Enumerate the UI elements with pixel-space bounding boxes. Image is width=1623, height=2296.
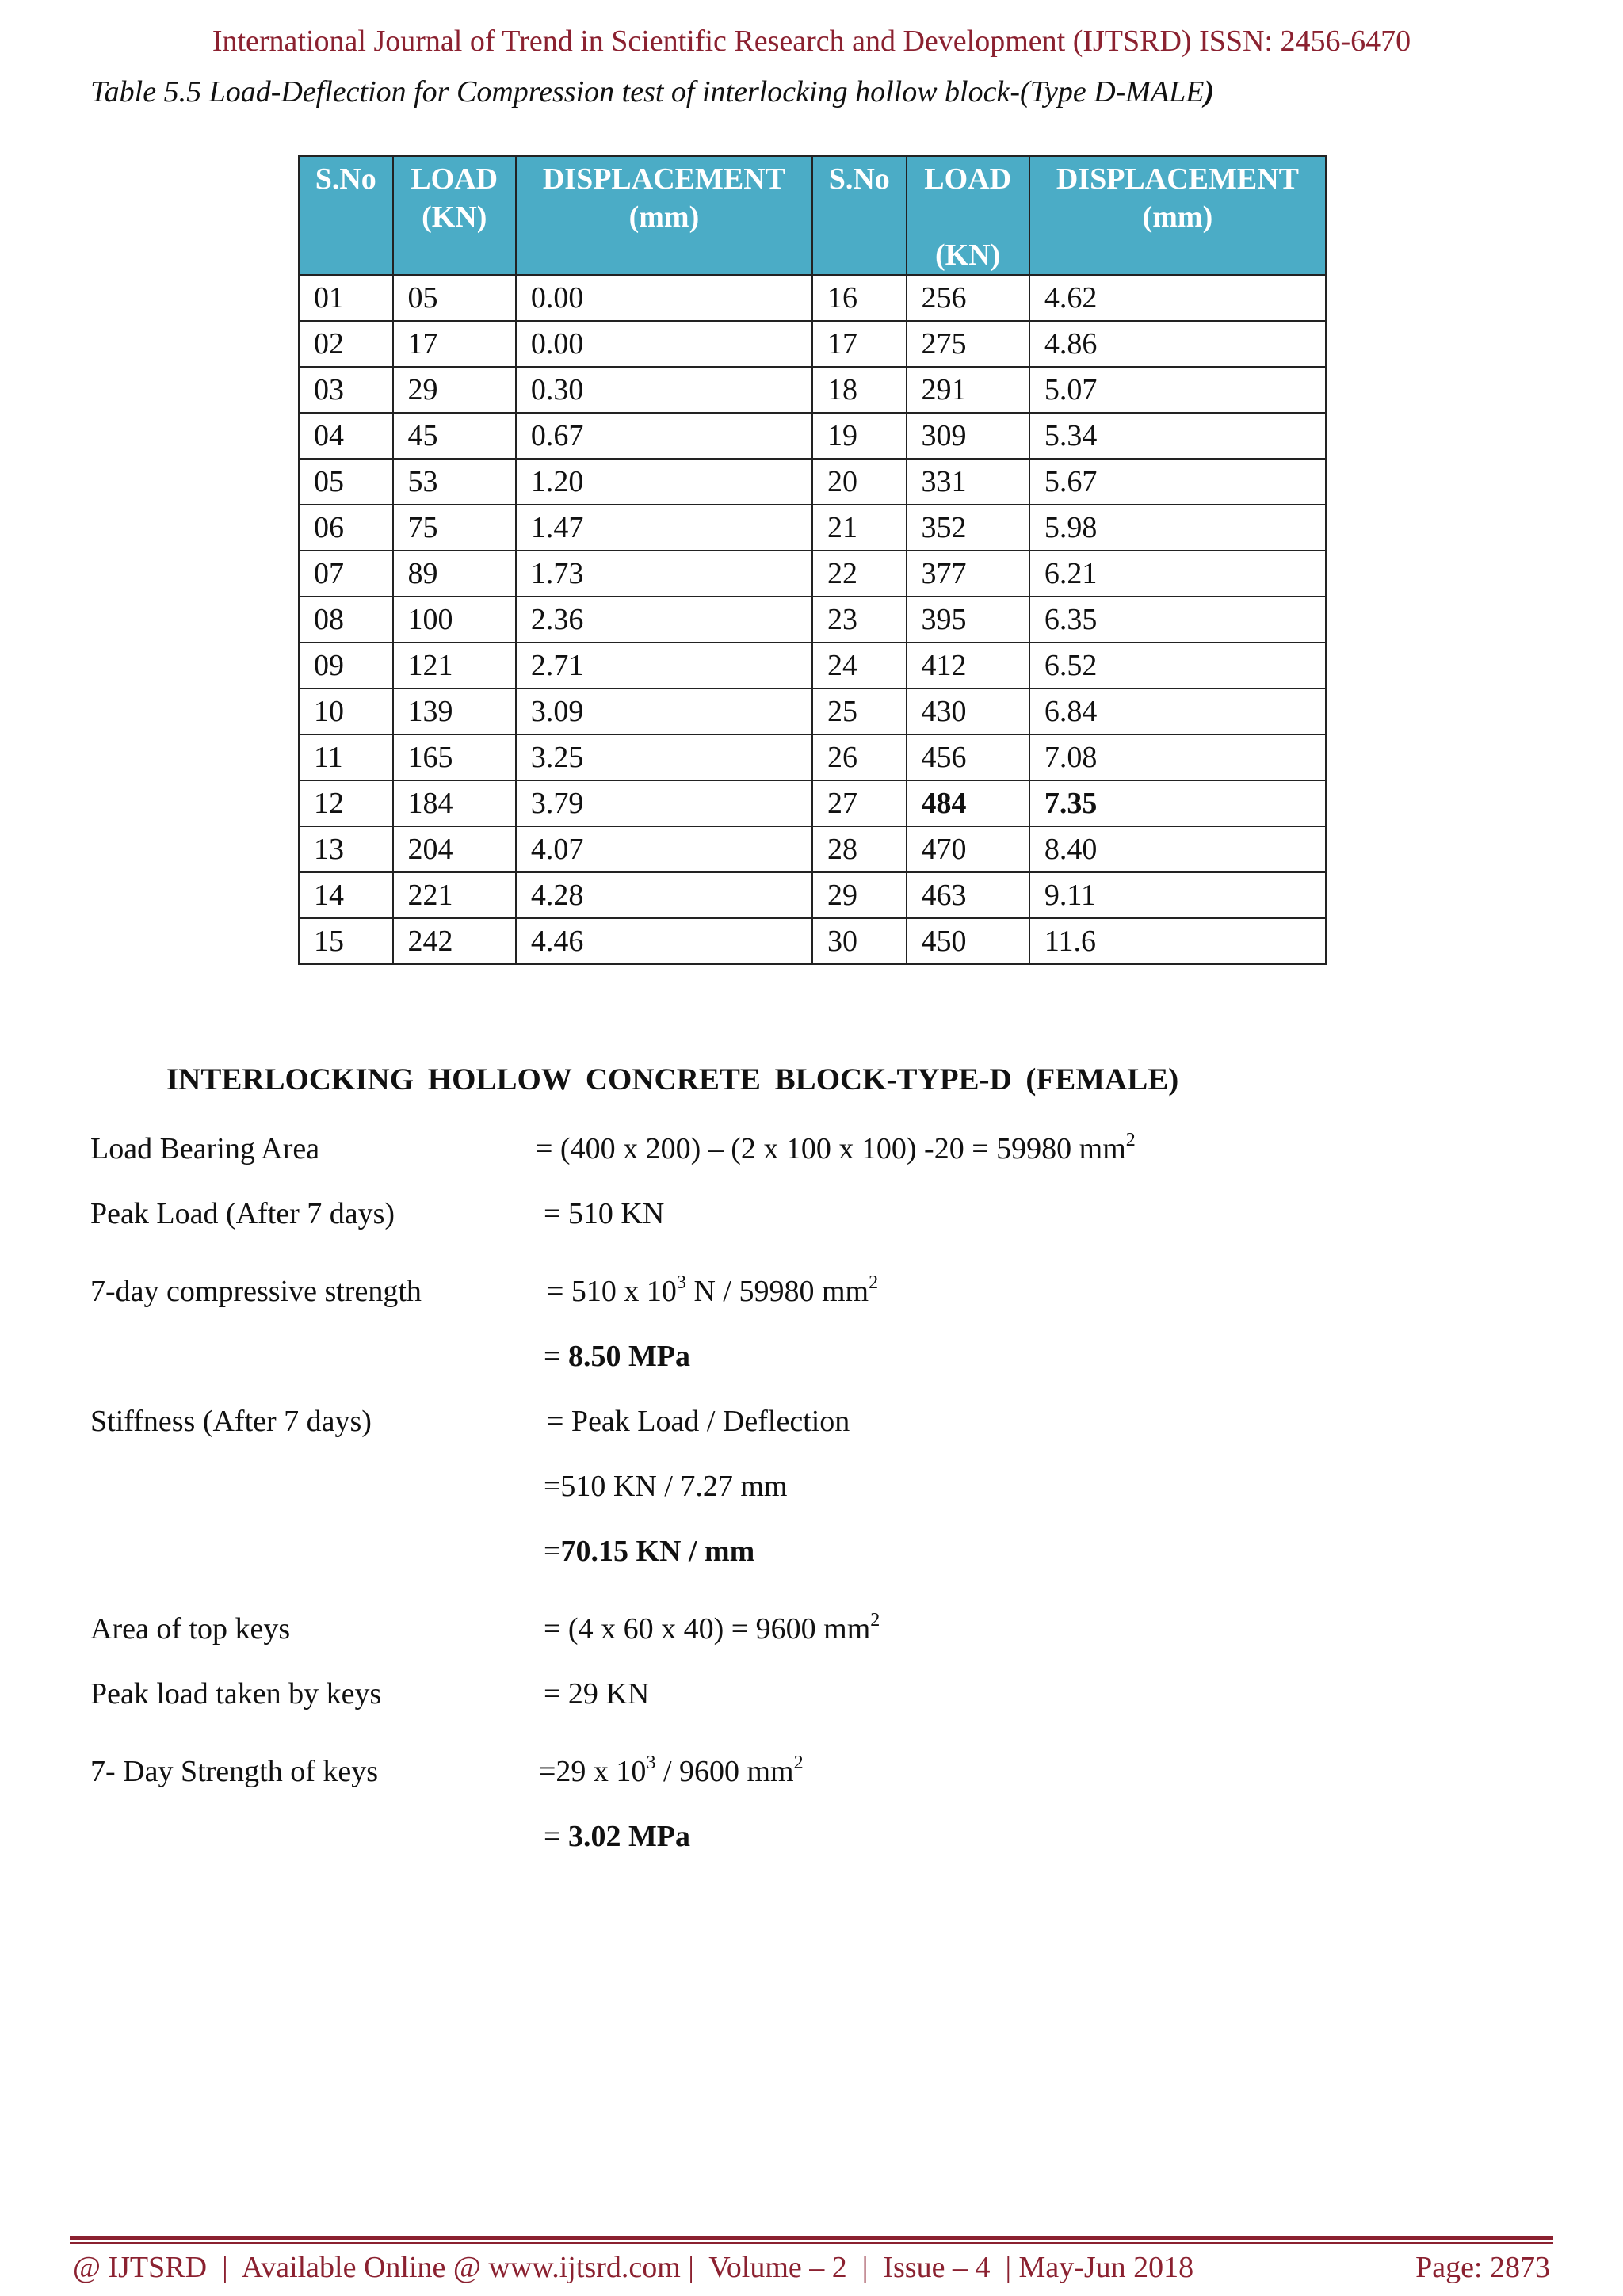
table-cell-l1: 53 xyxy=(393,459,516,505)
table-caption-paren: ) xyxy=(1204,75,1215,109)
table-cell-s2: 21 xyxy=(812,505,907,551)
table-cell-s1: 12 xyxy=(299,780,393,826)
table-cell-s2: 20 xyxy=(812,459,907,505)
table-cell-l1: 45 xyxy=(393,413,516,459)
load-bearing-area-value: = (400 x 200) – (2 x 100 x 100) -20 = 59980 $mm^2$ xyxy=(536,1130,1136,1165)
table-body xyxy=(299,275,1326,964)
table-row xyxy=(299,597,1326,643)
table-cell-s2: 24 xyxy=(812,643,907,688)
table-cell-l1: 75 xyxy=(393,505,516,551)
table-row xyxy=(299,321,1326,367)
table-cell-l2: 450 xyxy=(907,918,1029,964)
table-cell-s1: 05 xyxy=(299,459,393,505)
table-cell-d1: 3.79 xyxy=(516,780,812,826)
table-cell-l2: 456 xyxy=(907,734,1029,780)
table-cell-s2: 22 xyxy=(812,551,907,597)
compressive-strength-label: 7-day compressive strength xyxy=(90,1275,422,1308)
table-cell-d2: 7.35 xyxy=(1029,780,1326,826)
peak-load-label: Peak Load (After 7 days) xyxy=(90,1197,395,1230)
table-cell-l2: 256 xyxy=(907,275,1029,321)
table-cell-d1: 2.71 xyxy=(516,643,812,688)
footer-page-number: Page: 2873 xyxy=(1415,2251,1550,2284)
table-row xyxy=(299,780,1326,826)
table-cell-s1: 11 xyxy=(299,734,393,780)
table-cell-s1: 14 xyxy=(299,872,393,918)
table-row xyxy=(299,918,1326,964)
table-cell-s2: 30 xyxy=(812,918,907,964)
peak-load-keys-value: = 29 KN xyxy=(544,1677,650,1711)
table-cell-d1: 1.20 xyxy=(516,459,812,505)
table-cell-s1: 06 xyxy=(299,505,393,551)
table-cell-s2: 23 xyxy=(812,597,907,643)
table-cell-l1: 05 xyxy=(393,275,516,321)
table-cell-d2: 6.21 xyxy=(1029,551,1326,597)
footer-rule-thick xyxy=(70,2236,1553,2240)
table-cell-d2: 5.67 xyxy=(1029,459,1326,505)
table-cell-d2: 6.35 xyxy=(1029,597,1326,643)
stiffness-result: =70.15 KN / mm xyxy=(544,1535,755,1568)
table-cell-l1: 100 xyxy=(393,597,516,643)
table-cell-l2: 470 xyxy=(907,826,1029,872)
table-cell-l2: 412 xyxy=(907,643,1029,688)
table-cell-l1: 29 xyxy=(393,367,516,413)
table-cell-d2: 8.40 xyxy=(1029,826,1326,872)
load-deflection-table xyxy=(298,155,1327,965)
table-cell-l2: 395 xyxy=(907,597,1029,643)
table-row xyxy=(299,643,1326,688)
table-row xyxy=(299,413,1326,459)
table-cell-d1: 1.47 xyxy=(516,505,812,551)
table-cell-d1: 0.00 xyxy=(516,275,812,321)
table-cell-l2: 430 xyxy=(907,688,1029,734)
compressive-strength-result: = 8.50 MPa xyxy=(544,1340,691,1373)
table-row xyxy=(299,826,1326,872)
header-load-2: LOAD (KN) xyxy=(907,156,1029,275)
table-cell-l2: 331 xyxy=(907,459,1029,505)
table-cell-s1: 01 xyxy=(299,275,393,321)
journal-header: International Journal of Trend in Scientific Research and Development (IJTSRD) ISSN: 2456-6470 xyxy=(212,25,1411,58)
table-row xyxy=(299,275,1326,321)
table-cell-l2: 275 xyxy=(907,321,1029,367)
table-cell-d2: 5.98 xyxy=(1029,505,1326,551)
table-cell-l1: 184 xyxy=(393,780,516,826)
header-displacement-2: DISPLACEMENT (mm) xyxy=(1029,156,1326,275)
strength-keys-label: 7- Day Strength of keys xyxy=(90,1755,379,1788)
table-cell-s2: 26 xyxy=(812,734,907,780)
table-cell-l1: 121 xyxy=(393,643,516,688)
table-cell-d2: 7.08 xyxy=(1029,734,1326,780)
table-cell-d2: 5.07 xyxy=(1029,367,1326,413)
area-top-keys-label: Area of top keys xyxy=(90,1612,291,1646)
table-row xyxy=(299,459,1326,505)
strength-keys-formula: =29 x $10^3 / 9600$ $mm^2$ xyxy=(539,1753,804,1788)
table-cell-s2: 27 xyxy=(812,780,907,826)
table-cell-l1: 204 xyxy=(393,826,516,872)
table-row xyxy=(299,688,1326,734)
header-load-1: LOAD (KN) xyxy=(393,156,516,275)
table-cell-s1: 15 xyxy=(299,918,393,964)
table-cell-d1: 0.00 xyxy=(516,321,812,367)
table-cell-s2: 29 xyxy=(812,872,907,918)
table-cell-s2: 25 xyxy=(812,688,907,734)
table-row xyxy=(299,734,1326,780)
table-cell-d1: 4.07 xyxy=(516,826,812,872)
table-cell-l1: 89 xyxy=(393,551,516,597)
table-cell-l2: 377 xyxy=(907,551,1029,597)
table-cell-s1: 09 xyxy=(299,643,393,688)
footer-rule-thin xyxy=(70,2242,1553,2244)
footer-info: @ IJTSRD | Available Online @ www.ijtsrd.com | Volume – 2 | Issue – 4 | May-Jun 2018 xyxy=(73,2251,1194,2284)
table-cell-s2: 17 xyxy=(812,321,907,367)
table-cell-s2: 19 xyxy=(812,413,907,459)
stiffness-label: Stiffness (After 7 days) xyxy=(90,1405,372,1438)
table-cell-s2: 18 xyxy=(812,367,907,413)
table-cell-d2: 6.84 xyxy=(1029,688,1326,734)
table-row xyxy=(299,505,1326,551)
table-cell-l2: 463 xyxy=(907,872,1029,918)
table-cell-d1: 1.73 xyxy=(516,551,812,597)
table-cell-s1: 10 xyxy=(299,688,393,734)
strength-keys-result: = 3.02 MPa xyxy=(544,1820,691,1853)
table-caption xyxy=(90,74,1214,109)
table-cell-d2: 4.62 xyxy=(1029,275,1326,321)
section-title: INTERLOCKING HOLLOW CONCRETE BLOCK-TYPE-D (FEMALE) xyxy=(166,1062,1179,1097)
table-cell-s1: 13 xyxy=(299,826,393,872)
area-top-keys-value: = (4 x 60 x 40) = 9600 $mm^2$ xyxy=(544,1610,880,1646)
table-caption-text: Table 5.5 Load-Deflection for Compression test of interlocking hollow block-(Type D-MALE xyxy=(90,75,1205,109)
table-cell-d1: 0.67 xyxy=(516,413,812,459)
table-cell-d2: 6.52 xyxy=(1029,643,1326,688)
table-cell-d1: 3.25 xyxy=(516,734,812,780)
table-cell-d2: 4.86 xyxy=(1029,321,1326,367)
table-row xyxy=(299,367,1326,413)
table-cell-s1: 07 xyxy=(299,551,393,597)
table-cell-l1: 17 xyxy=(393,321,516,367)
table-cell-l2: 291 xyxy=(907,367,1029,413)
header-displacement-1: DISPLACEMENT (mm) xyxy=(516,156,812,275)
table-cell-l2: 309 xyxy=(907,413,1029,459)
table-cell-l1: 165 xyxy=(393,734,516,780)
table-cell-l2: 352 xyxy=(907,505,1029,551)
compressive-strength-formula: = 510 x $10^3$ N / 59980 $mm^2$ xyxy=(547,1272,879,1308)
stiffness-calculation: =510 KN / 7.27 mm xyxy=(544,1470,788,1503)
table-cell-l1: 242 xyxy=(393,918,516,964)
table-cell-d1: 0.30 xyxy=(516,367,812,413)
table-cell-s2: 16 xyxy=(812,275,907,321)
peak-load-keys-label: Peak load taken by keys xyxy=(90,1677,382,1711)
table-cell-d1: 2.36 xyxy=(516,597,812,643)
table-row xyxy=(299,872,1326,918)
table-cell-s1: 04 xyxy=(299,413,393,459)
load-bearing-area-label: Load Bearing Area xyxy=(90,1132,320,1165)
table-cell-d2: 9.11 xyxy=(1029,872,1326,918)
header-sno-2: S.No xyxy=(812,156,907,275)
table-row xyxy=(299,551,1326,597)
table-cell-l1: 221 xyxy=(393,872,516,918)
table-cell-d1: 4.46 xyxy=(516,918,812,964)
peak-load-value: = 510 KN xyxy=(544,1197,665,1230)
table-header-row xyxy=(299,156,1326,275)
table-cell-s2: 28 xyxy=(812,826,907,872)
table-cell-s1: 02 xyxy=(299,321,393,367)
table-cell-d2: 5.34 xyxy=(1029,413,1326,459)
table-cell-s1: 08 xyxy=(299,597,393,643)
stiffness-formula: = Peak Load / Deflection xyxy=(547,1405,850,1438)
table-cell-d1: 4.28 xyxy=(516,872,812,918)
header-sno-1: S.No xyxy=(299,156,393,275)
table-cell-d1: 3.09 xyxy=(516,688,812,734)
table-cell-d2: 11.6 xyxy=(1029,918,1326,964)
table-cell-l2: 484 xyxy=(907,780,1029,826)
table-cell-l1: 139 xyxy=(393,688,516,734)
table-cell-s1: 03 xyxy=(299,367,393,413)
